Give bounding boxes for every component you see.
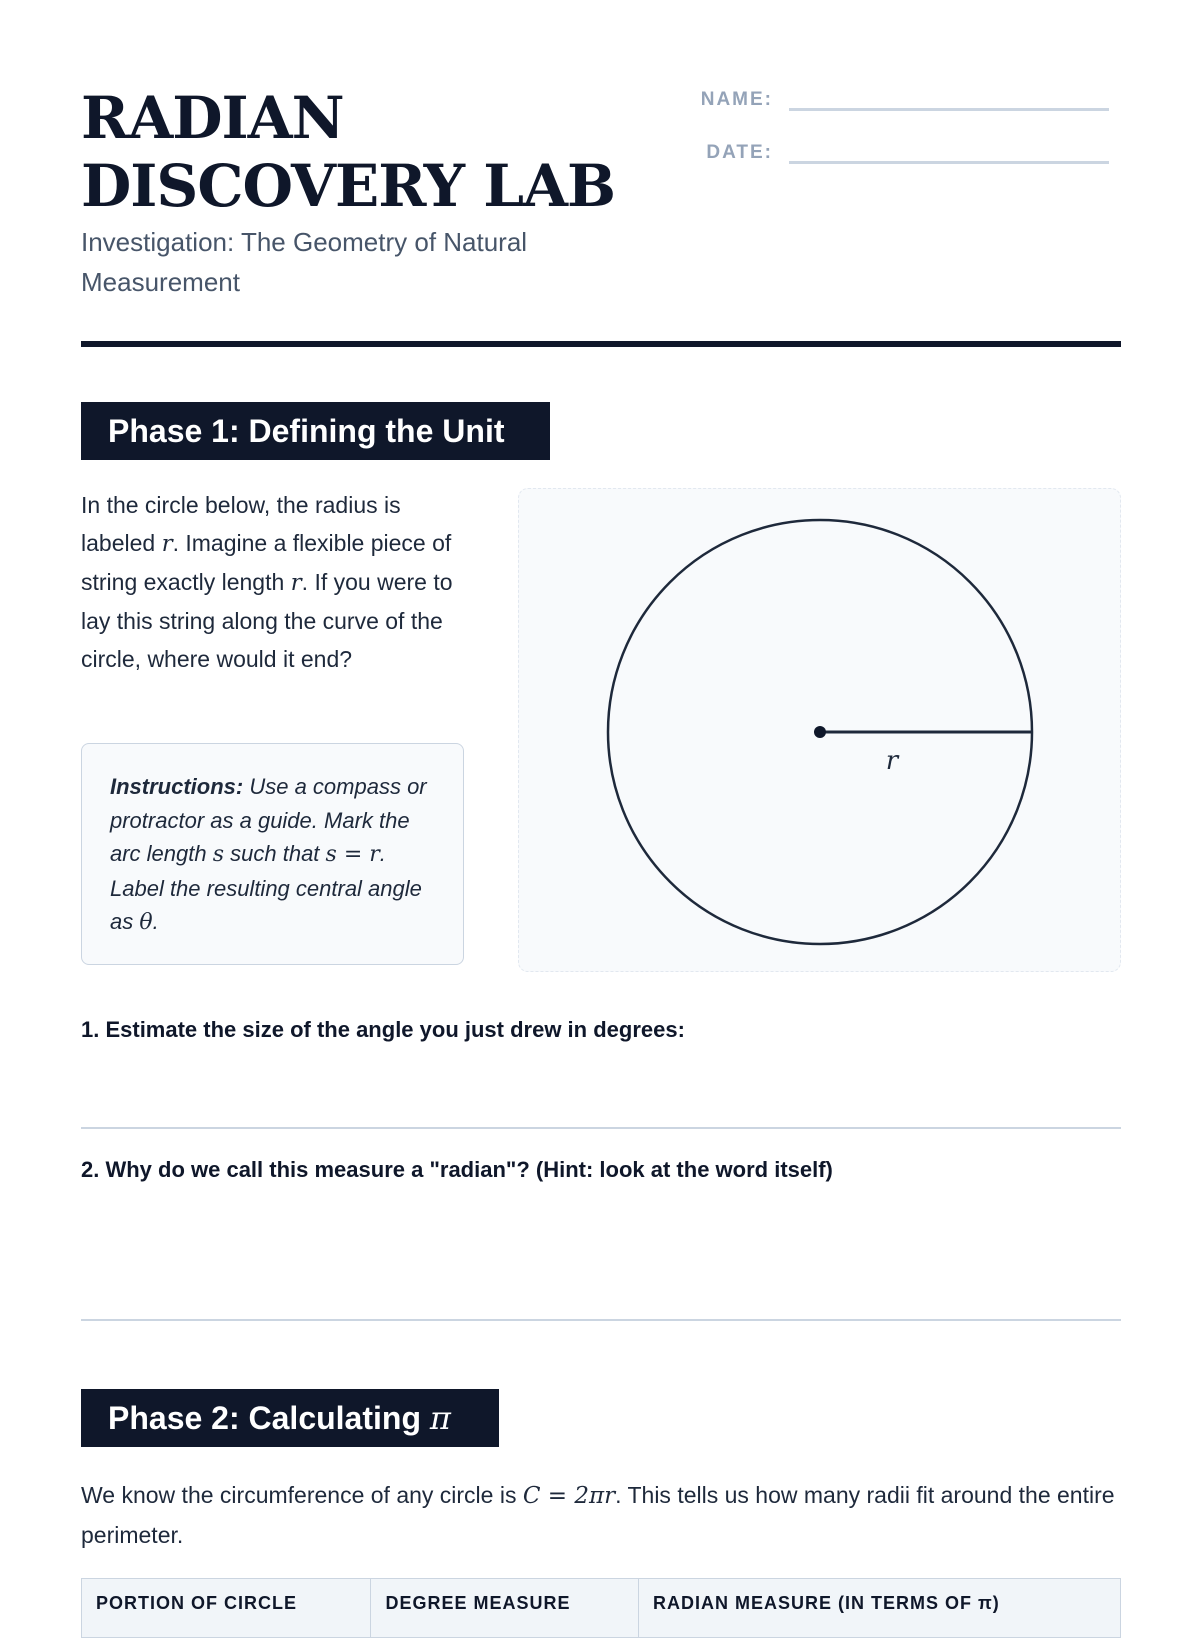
name-label: NAME:: [700, 89, 773, 110]
name-field[interactable]: [681, 88, 1109, 111]
page-subtitle: Investigation: The Geometry of Natural Measurement: [81, 227, 528, 297]
phase2-heading: [81, 1389, 499, 1447]
instructions-var-theta: θ: [139, 910, 153, 935]
phase2-text: [81, 1476, 1121, 1555]
table-header-portion: PORTION OF CIRCLE: [82, 1579, 371, 1637]
intro-var-r-2: r: [290, 570, 302, 596]
answer-line-1[interactable]: [81, 1127, 1121, 1129]
instructions-text-3: . Label the resulting central angle as: [110, 841, 422, 934]
phase1-heading: Phase 1: Defining the Unit: [81, 402, 550, 460]
intro-text-3: . If you were to lay this string along the curve of the circle, where would it end?: [81, 569, 453, 672]
phase2-heading-pi: π: [429, 1399, 451, 1437]
phase1-intro: [81, 486, 471, 678]
circumference-equation: C = 2πr: [522, 1483, 616, 1509]
question-2: 2. Why do we call this measure a "radian"? (Hint: look at the word itself): [81, 1157, 833, 1182]
date-field[interactable]: [681, 141, 1109, 164]
table-header-radian: RADIAN MEASURE (IN TERMS OF π): [652, 1593, 1000, 1613]
intro-var-r: r: [161, 531, 173, 557]
instructions-text-1: Use a compass or protractor as a guide. Mark the arc length: [110, 774, 427, 866]
instructions-text-2: such that: [224, 841, 326, 866]
header-divider: [81, 341, 1121, 347]
instructions-box: [81, 743, 464, 965]
intro-text-2: . Imagine a flexible piece of string exactly length: [81, 530, 452, 595]
instructions-equation: s = r: [325, 842, 380, 867]
instructions-var-s: s: [212, 842, 225, 867]
conversion-table-header: [81, 1578, 1121, 1638]
date-line[interactable]: [789, 141, 1109, 164]
worksheet-page: [81, 0, 1121, 1613]
question-1: 1. Estimate the size of the angle you just drew in degrees:: [81, 1017, 685, 1042]
intro-text-1: In the circle below, the radius is labeled: [81, 492, 401, 556]
date-label: DATE:: [706, 142, 773, 163]
phase2-text-2: . This tells us how many radii fit around the entire perimeter.: [81, 1482, 1115, 1548]
circle-diagram: [519, 489, 1122, 973]
phase2-heading-text: Phase 2: Calculating: [108, 1400, 430, 1436]
instructions-text-4: .: [152, 909, 159, 934]
radius-label: r: [885, 746, 899, 776]
phase2-text-1: We know the circumference of any circle is: [81, 1482, 523, 1508]
page-title: RADIAN DISCOVERY LAB: [81, 84, 616, 220]
answer-line-2[interactable]: [81, 1319, 1121, 1321]
center-point: [814, 726, 826, 738]
circle-diagram-box: [518, 488, 1121, 972]
instructions-label: Instructions:: [110, 774, 244, 799]
table-header-degree: DEGREE MEASURE: [371, 1579, 639, 1637]
name-line[interactable]: [789, 88, 1109, 111]
